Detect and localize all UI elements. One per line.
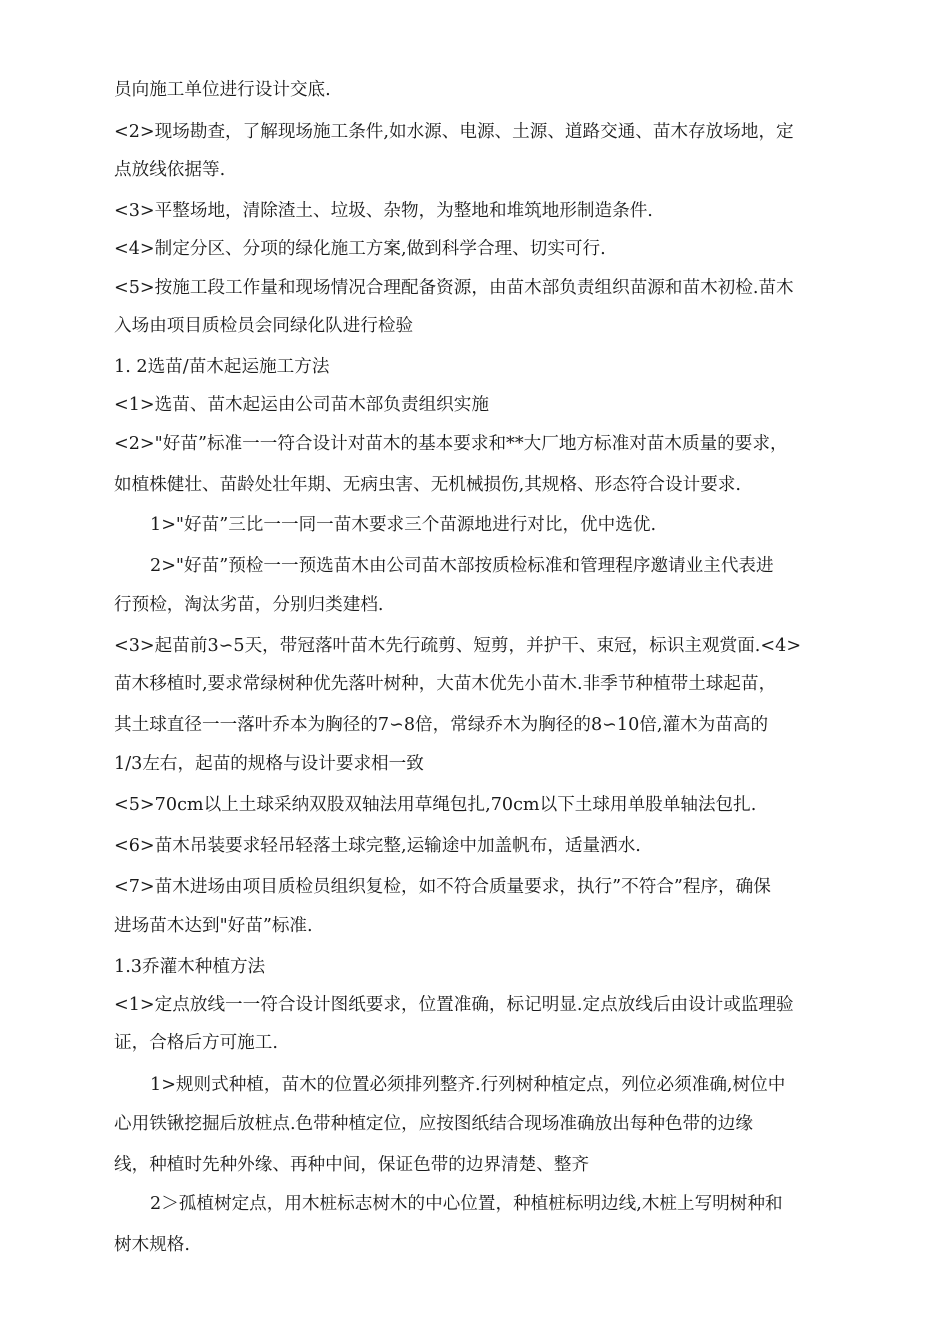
text-line: <3>平整场地，清除渣土、垃圾、杂物，为整地和堆筑地形制造条件. [114, 201, 653, 221]
text-line: <5>按施工段工作量和现场情况合理配备资源，由苗木部负责组织苗源和苗木初检.苗木 [114, 278, 794, 298]
text-line: 苗木移植时,要求常绿树种优先落叶树种，大苗木优先小苗木.非季节种植带土球起苗， [114, 674, 777, 694]
section-heading: 1.3乔灌木种植方法 [114, 957, 266, 977]
text-line: 如植株健壮、苗龄处壮年期、无病虫害、无机械损伤,其规格、形态符合设计要求. [114, 475, 741, 495]
text-line: 1>规则式种植，苗木的位置必须排列整齐.行列树种植定点，列位必须准确,树位中 [150, 1075, 786, 1095]
text-line: 其土球直径一一落叶乔本为胸径的7∽8倍，常绿乔木为胸径的8∽10倍,灌木为苗高的 [114, 715, 769, 735]
text-line: 入场由项目质检员会同绿化队进行检验 [114, 316, 414, 336]
text-line: 员向施工单位进行设计交底. [114, 80, 331, 100]
text-line: 线，种植时先种外缘、再种中间，保证色带的边界清楚、整齐 [114, 1155, 590, 1175]
text-line: 进场苗木达到"好苗”标准. [114, 916, 313, 936]
text-line: <4>制定分区、分项的绿化施工方案,做到科学合理、切实可行. [114, 239, 606, 259]
text-line: <7>苗木进场由项目质检员组织复检，如不符合质量要求，执行”不符合”程序，确保 [114, 877, 771, 897]
text-line: 2>"好苗”预检一一预选苗木由公司苗木部按质检标准和管理程序邀请业主代表进 [150, 556, 774, 576]
text-line: 证，合格后方可施工. [114, 1033, 278, 1053]
text-line: 点放线依据等. [114, 160, 226, 180]
text-line: 1/3左右，起苗的规格与设计要求相一致 [114, 754, 424, 774]
section-heading: 1. 2选苗/苗木起运施工方法 [114, 357, 330, 377]
text-line: <1>选苗、苗木起运由公司苗木部负责组织实施 [114, 395, 489, 415]
text-line: <2>"好苗”标准一一符合设计对苗木的基本要求和**大厂地方标准对苗木质量的要求， [114, 434, 788, 454]
text-line: <5>70cm以上土球采纳双股双轴法用草绳包扎,70cm以下土球用单股单轴法包扎. [114, 795, 757, 815]
text-line: 行预检，淘汰劣苗，分别归类建档. [114, 595, 384, 615]
text-line: <1>定点放线一一符合设计图纸要求，位置准确，标记明显.定点放线后由设计或监理验 [114, 995, 794, 1015]
text-line: <3>起苗前3∽5天，带冠落叶苗木先行疏剪、短剪，并护干、束冠，标识主观赏面.<4> [114, 636, 802, 656]
text-line: 2＞孤植树定点，用木桩标志树木的中心位置，种植桩标明边线,木桩上写明树种和 [150, 1194, 783, 1214]
text-line: 树木规格. [114, 1235, 190, 1255]
text-line: 心用铁锹挖掘后放桩点.色带种植定位，应按图纸结合现场准确放出每种色带的边缘 [114, 1114, 753, 1134]
text-line: <6>苗木吊装要求轻吊轻落土球完整,运输途中加盖帆布，适量洒水. [114, 836, 641, 856]
text-line: <2>现场勘查，了解现场施工条件,如水源、电源、土源、道路交通、苗木存放场地，定 [114, 122, 794, 142]
text-line: 1>"好苗”三比一一同一苗木要求三个苗源地进行对比，优中选优. [150, 515, 657, 535]
